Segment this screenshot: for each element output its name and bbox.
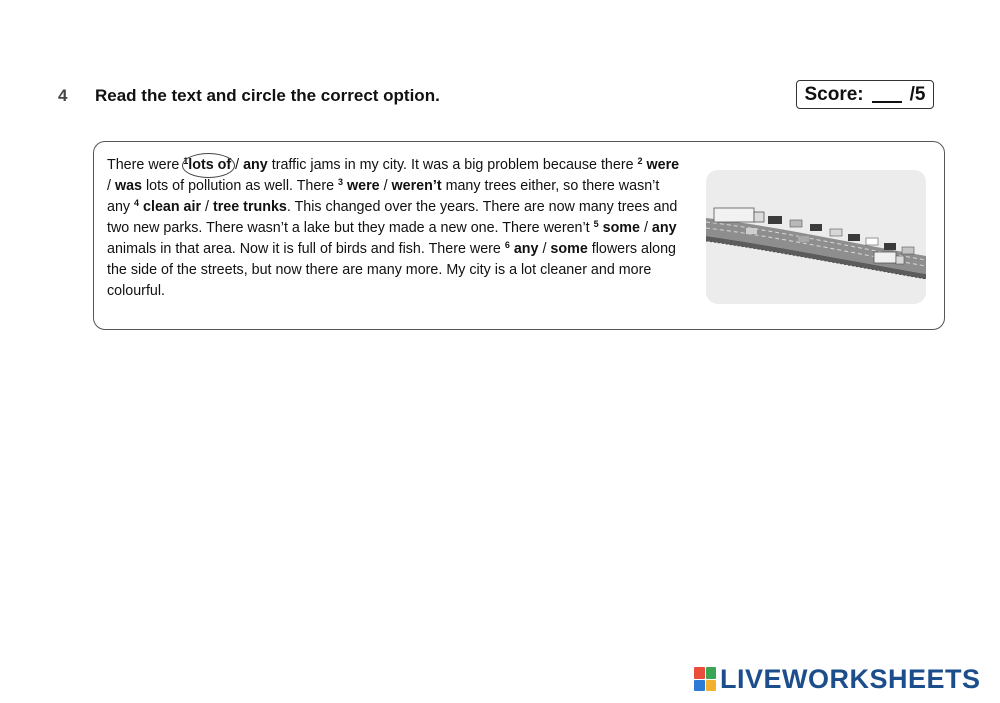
passage-text: There were xyxy=(107,157,184,173)
option-separator: / xyxy=(379,178,392,194)
score-blank[interactable] xyxy=(872,87,902,103)
option-separator: / xyxy=(639,220,652,236)
option-5a[interactable]: some xyxy=(602,220,640,236)
passage-text: flowers along the side of the streets, but now there are many more. My city is a lot cleaner and more colourful. xyxy=(107,241,676,299)
option-3b[interactable]: weren’t xyxy=(391,178,442,194)
gap-number: 5 xyxy=(593,219,599,229)
score-label: Score: xyxy=(804,83,864,105)
logo-mark-icon xyxy=(694,667,716,691)
passage-text: many trees either, so there wasn’t any xyxy=(107,178,660,215)
option-2b[interactable]: was xyxy=(114,178,142,194)
instruction-heading: Read the text and circle the correct option. xyxy=(95,86,440,105)
option-separator: / xyxy=(201,199,213,215)
passage-text: lots of pollution as well. There xyxy=(141,178,339,194)
option-1a[interactable]: lots of xyxy=(188,155,231,176)
option-3a[interactable]: were xyxy=(347,178,380,194)
option-6a[interactable]: any xyxy=(513,241,539,257)
option-4a[interactable]: clean air xyxy=(143,199,202,215)
gap-number: 2 xyxy=(637,156,643,166)
gap-number: 6 xyxy=(504,240,510,250)
reading-passage xyxy=(107,155,682,302)
score-box xyxy=(796,80,934,109)
liveworksheets-logo xyxy=(694,664,981,694)
option-2a[interactable]: were xyxy=(646,157,680,173)
option-6b[interactable]: some xyxy=(550,241,588,257)
option-separator: / xyxy=(107,178,115,194)
question-number: 4 xyxy=(58,86,68,105)
option-1b[interactable]: any xyxy=(243,157,268,173)
gap-number: 1 xyxy=(183,156,189,166)
traffic-jam-picture xyxy=(706,170,926,304)
option-4b[interactable]: tree trunks xyxy=(212,199,287,215)
brand-name: LIVEWORKSHEETS xyxy=(720,663,981,694)
highway-illustration xyxy=(706,170,926,304)
reading-box xyxy=(93,141,945,330)
passage-text: animals in that area. Now it is full of birds and fish. There were xyxy=(107,241,505,257)
passage-text: traffic jams in my city. It was a big problem because there xyxy=(267,157,638,173)
option-separator: / xyxy=(538,241,551,257)
option-5b[interactable]: any xyxy=(651,220,677,236)
gap-number: 3 xyxy=(338,177,344,187)
option-separator: / xyxy=(231,157,244,173)
gap-number: 4 xyxy=(134,198,140,208)
score-total: /5 xyxy=(909,83,926,105)
passage-text: . This changed over the years. There are now many trees and two new parks. There wasn’t a lake but they made a new one. There weren’t xyxy=(107,199,678,236)
